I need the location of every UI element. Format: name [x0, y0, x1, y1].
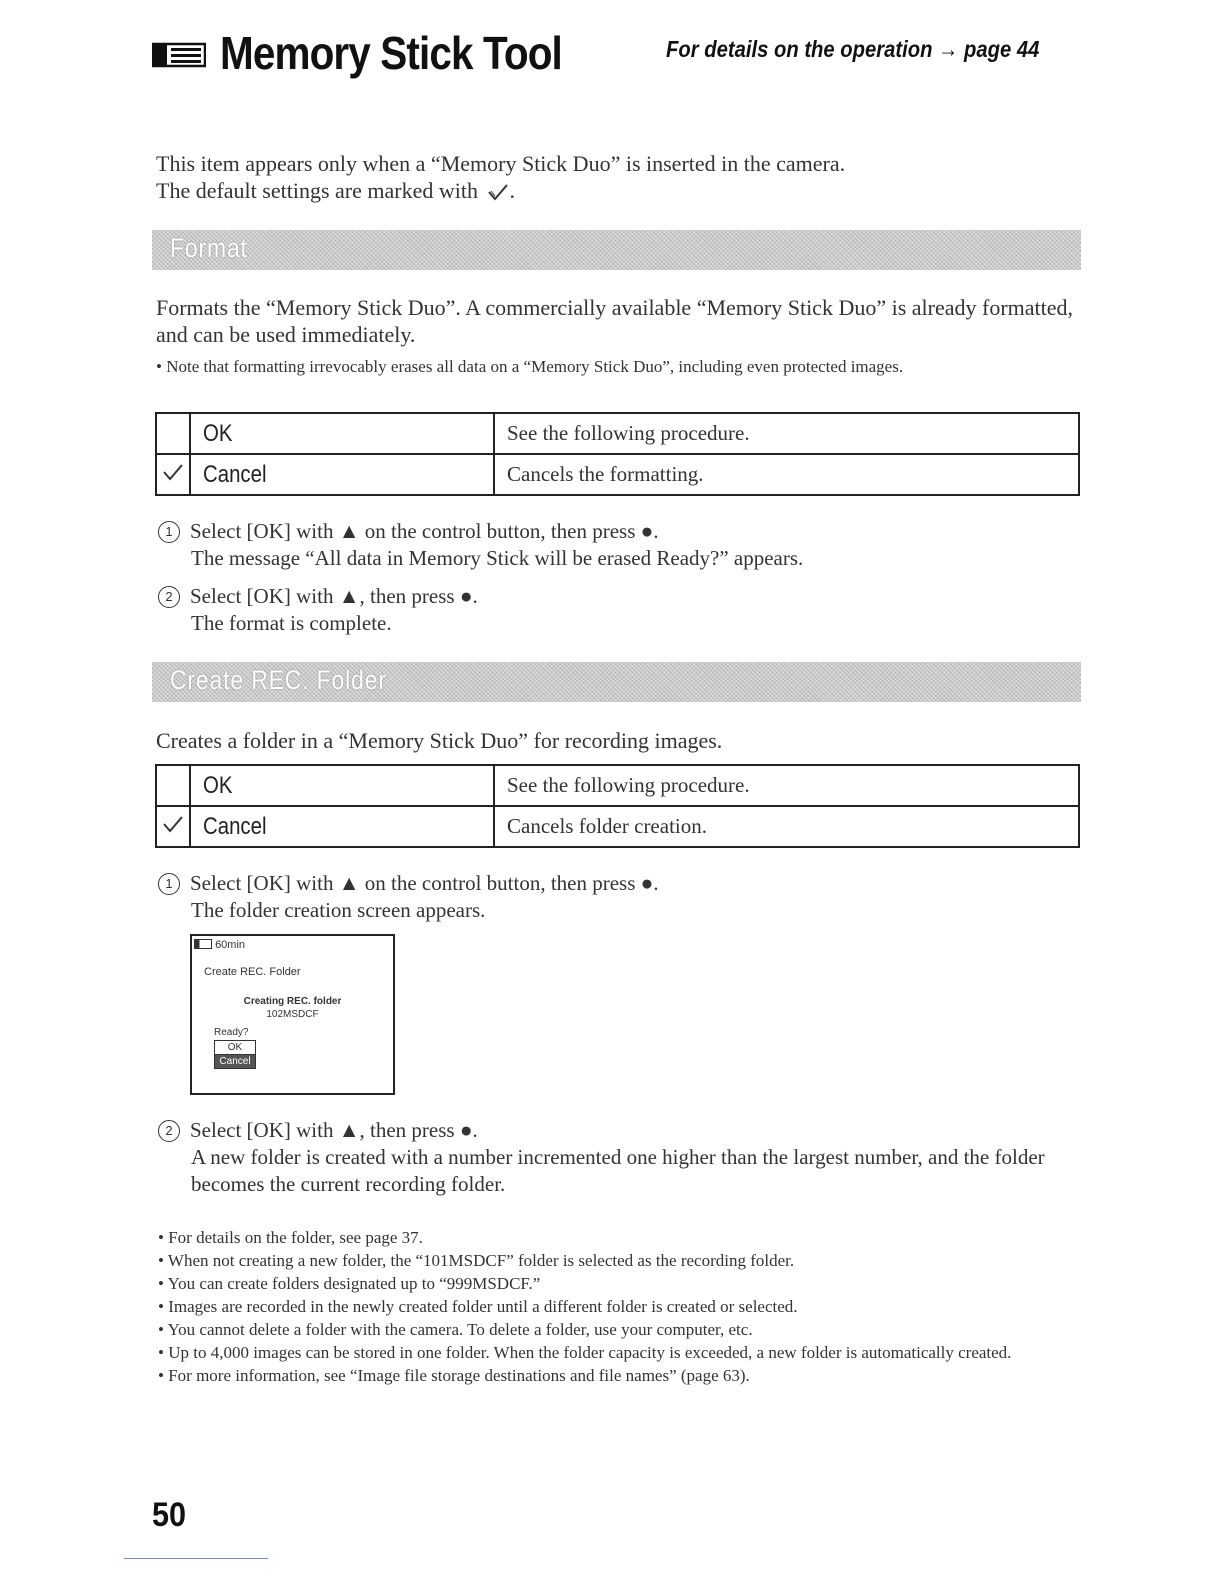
- option-description: See the following procedure.: [494, 765, 1079, 806]
- up-arrow-icon: ▲: [338, 1118, 360, 1142]
- list-item: • You can create folders designated up to “999MSDCF.”: [158, 1274, 541, 1293]
- screen-title: Create REC. Folder: [204, 966, 301, 978]
- format-options-table: [155, 412, 1080, 496]
- page-reference: For details on the operation → page 44: [666, 36, 1040, 62]
- screen-message-line-1: Creating REC. folder: [243, 996, 342, 1007]
- section-heading-create-rec-folder: Create REC. Folder: [152, 662, 1081, 702]
- default-check-icon: [162, 814, 184, 834]
- step-number: 2: [158, 586, 180, 608]
- notes-list: [158, 1226, 1078, 1387]
- list-item: • You cannot delete a folder with the camera. To delete a folder, use your computer, etc.: [158, 1320, 753, 1339]
- table-row[interactable]: [156, 806, 1079, 847]
- center-button-icon: ●: [459, 584, 473, 608]
- list-item: • For details on the folder, see page 37.: [158, 1228, 423, 1247]
- format-note: • Note that formatting irrevocably erases all data on a “Memory Stick Duo”, including even protected images.: [156, 357, 904, 376]
- step-number: 2: [158, 1120, 180, 1142]
- format-step-2-result: The format is complete.: [191, 611, 392, 635]
- option-label: Cancel: [203, 812, 267, 840]
- table-row[interactable]: [156, 454, 1079, 495]
- option-description: Cancels folder creation.: [494, 806, 1079, 847]
- default-marker-cell: [156, 806, 190, 847]
- up-arrow-icon: ▲: [338, 519, 360, 543]
- default-check-icon: [487, 182, 509, 202]
- step-number: 1: [158, 521, 180, 543]
- create-folder-step-2: 2 Select [OK] with ▲, then press ●.: [158, 1117, 478, 1144]
- camera-screen-illustration: [190, 934, 395, 1095]
- screen-cancel-button: Cancel: [214, 1054, 256, 1069]
- list-item: • Up to 4,000 images can be stored in one folder. When the folder capacity is exceeded, a new folder is automatically created.: [158, 1343, 1012, 1362]
- default-marker-cell: [156, 765, 190, 806]
- default-marker-cell: [156, 454, 190, 495]
- create-folder-description: Creates a folder in a “Memory Stick Duo” for recording images.: [156, 728, 723, 753]
- center-button-icon: ●: [640, 871, 654, 895]
- table-row[interactable]: [156, 413, 1079, 454]
- create-folder-options-table: [155, 764, 1080, 848]
- center-button-icon: ●: [640, 519, 654, 543]
- up-arrow-icon: ▲: [338, 584, 360, 608]
- option-description: Cancels the formatting.: [494, 454, 1079, 495]
- create-folder-step-1-result: The folder creation screen appears.: [191, 898, 486, 922]
- screen-ok-button: OK: [214, 1040, 256, 1055]
- up-arrow-icon: ▲: [338, 871, 360, 895]
- option-label: OK: [203, 771, 233, 799]
- list-item: • When not creating a new folder, the “101MSDCF” folder is selected as the recording folder.: [158, 1251, 795, 1270]
- list-item: • For more information, see “Image file storage destinations and file names” (page 63).: [158, 1366, 750, 1385]
- memory-stick-icon: [194, 939, 212, 949]
- intro-line-2: The default settings are marked with .: [156, 178, 515, 203]
- section-heading-format: Format: [152, 230, 1081, 270]
- battery-indicator: 60min: [194, 939, 245, 951]
- default-check-icon: [162, 462, 184, 482]
- table-row[interactable]: [156, 765, 1079, 806]
- format-description: Formats the “Memory Stick Duo”. A commercially available “Memory Stick Duo” is already formatted, and can be used immediately.: [156, 295, 1074, 347]
- option-description: See the following procedure.: [494, 413, 1079, 454]
- footer-rule: [124, 1558, 268, 1559]
- page-title: Memory Stick Tool: [220, 27, 562, 79]
- center-button-icon: ●: [459, 1118, 473, 1142]
- step-number: 1: [158, 873, 180, 895]
- create-folder-step-2-result: A new folder is created with a number incremented one higher than the largest number, and the folder becomes the current recording folder.: [191, 1145, 1045, 1196]
- intro-line-1: This item appears only when a “Memory Stick Duo” is inserted in the camera.: [156, 151, 846, 176]
- format-step-1-result: The message “All data in Memory Stick will be erased Ready?” appears.: [191, 546, 804, 570]
- default-marker-cell: [156, 413, 190, 454]
- option-label: OK: [203, 419, 233, 447]
- format-step-2: 2 Select [OK] with ▲, then press ●.: [158, 583, 478, 610]
- create-folder-step-1: 1 Select [OK] with ▲ on the control button, then press ●.: [158, 870, 659, 897]
- format-step-1: 1 Select [OK] with ▲ on the control button, then press ●.: [158, 518, 659, 545]
- screen-message-line-2: 102MSDCF: [266, 1009, 319, 1020]
- option-label: Cancel: [203, 460, 267, 488]
- list-item: • Images are recorded in the newly created folder until a different folder is created or selected.: [158, 1297, 798, 1316]
- page-number: 50: [152, 1496, 187, 1534]
- memory-stick-icon: [152, 38, 206, 72]
- screen-ready-text: Ready?: [214, 1027, 249, 1038]
